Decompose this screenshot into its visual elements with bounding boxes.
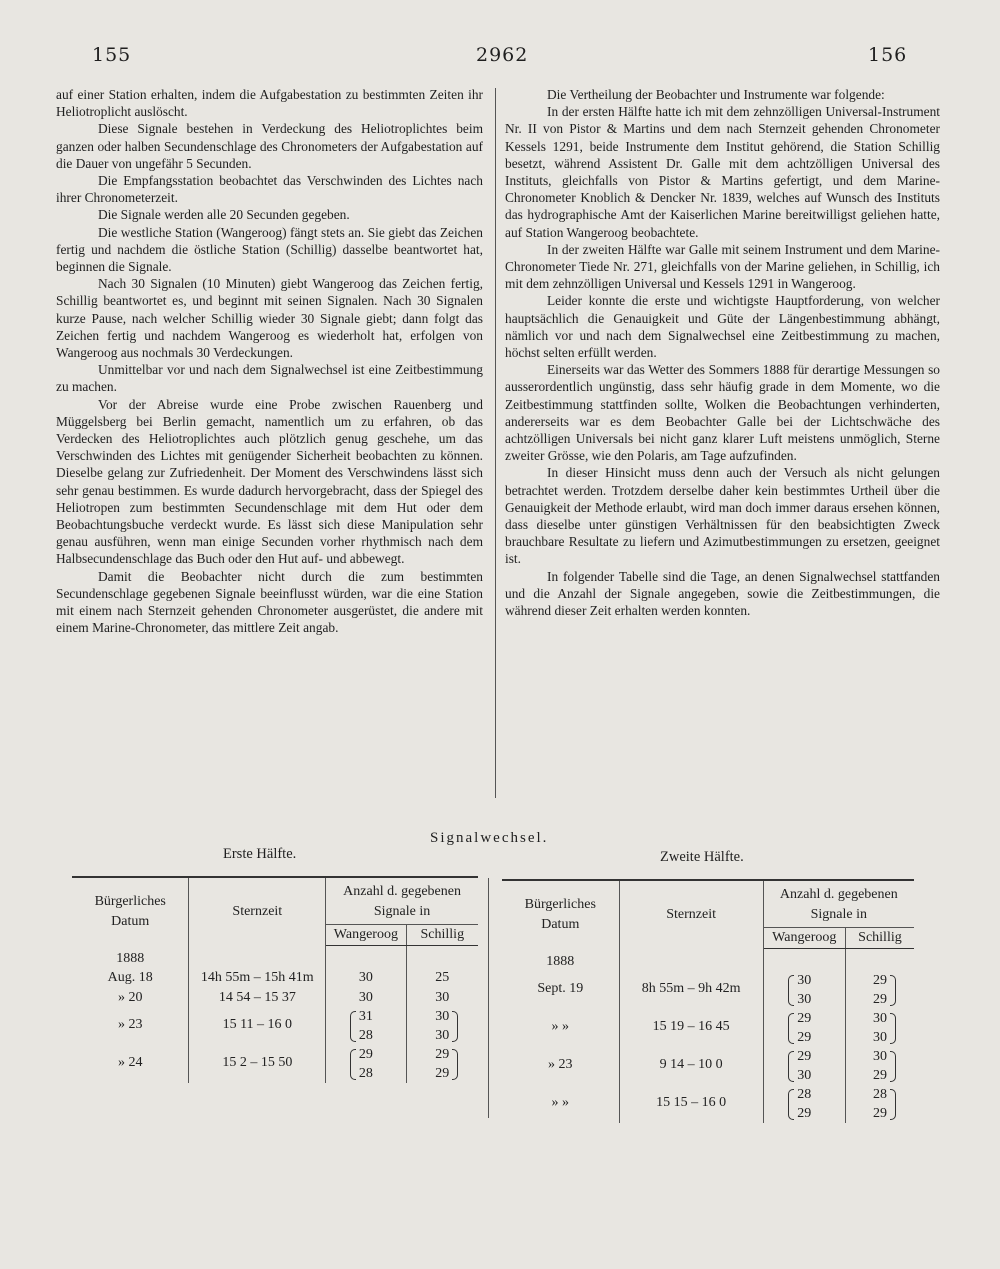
cell-wangeroog [326,1007,406,1045]
cell-datum: » 23 [502,1047,619,1085]
header-wangeroog: Wangeroog [763,928,845,949]
paragraph: Die Empfangsstation beobachtet das Verschwinden des Lichtes nach ihrer Chronometerzeit. [56,173,483,206]
wangeroog-values [797,1048,811,1085]
table-right-caption: Zweite Hälfte. [660,849,744,865]
table-row [502,1009,914,1047]
schillig-values [873,1010,887,1047]
cell-wangeroog [326,988,406,1008]
schillig-values [873,1086,887,1123]
cell-wangeroog [763,971,845,1009]
table-row [502,971,914,1009]
wangeroog-values [797,1086,811,1123]
signal-count: 28 [872,1087,887,1102]
paragraph: In der zweiten Hälfte war Galle mit seinem Instrument und dem Marine-Chronometer Tiede Nr. 271, gleichfalls von der Marine geliehen, in Schillig, ich mit dem zehnzölligen Universal und Kessels 1291 in Wangeroog. [505,241,940,292]
table-left-caption: Erste Hälfte. [223,846,297,862]
paragraph: In folgender Tabelle sind die Tage, an denen Signalwechsel stattfanden und die Anzahl der Signale angegeben, sowie die Zeitbestimmungen, die während dieser Zeit erhalten werden konnten. [505,568,940,619]
cell-sternzeit: 15 2 – 15 50 [189,1045,326,1083]
paragraph: In dieser Hinsicht muss denn auch der Versuch als nicht gelungen betrachtet werden. Trotzdem derselbe daher kein bestimmtes Urtheil über die Genauigkeit der Methode erlaubt, wird man doch immer daraus ersehen können, dass dieselbe unter günstigen Verhältnissen für den beabsichtigten Zweck brauchbare Resultate zu liefern und Azimutbestimmungen zu ersetzen, geeignet ist. [505,465,940,567]
table-title: Signalwechsel. [430,830,549,846]
wangeroog-values [359,989,373,1008]
empty-cell [763,949,845,972]
cell-sternzeit: 9 14 – 10 0 [619,1047,763,1085]
header-anzahl: Anzahl d. gegebenen Signale in [763,880,914,928]
schillig-values [435,989,449,1008]
table-row [72,968,478,988]
wangeroog-values [359,1008,373,1045]
paragraph: Leider konnte die erste und wichtigste Hauptforderung, von welcher hauptsächlich die Genauigkeit und Güte der Längenbestimmung abhängt, nämlich vor und nach dem Signalwechsel eine Zeitbestimmung zu machen, höchst selten erfüllt werden. [505,293,940,361]
signal-count: 29 [872,1105,887,1121]
paragraph: Die Signale werden alle 20 Secunden gegeben. [98,207,350,223]
cell-wangeroog [763,1085,845,1123]
signal-count: 29 [358,1047,373,1062]
signal-count: 30 [797,973,812,988]
signal-count: 30 [872,1029,887,1045]
cell-schillig [406,988,478,1008]
cell-sternzeit: 14h 55m – 15h 41m [189,968,326,988]
wangeroog-values [797,972,811,1009]
cell-schillig [406,1007,478,1045]
paragraph: Nach 30 Signalen (10 Minuten) giebt Wangeroog das Zeichen fertig, Schillig beantwortet es, und beginnt mit seinen Signalen. Nach 30 Signalen kurze Pause, nach welcher Schillig wieder 30 Signale giebt; dann folgt das Zeichen fertig und nachdem Wangeroog es wiederholt hat, erfolgen von Wangeroog aus nochmals 30 Verdeckungen. [56,276,483,361]
cell-datum: » » [502,1085,619,1123]
cell-schillig [406,968,478,988]
signal-count: 29 [872,991,887,1007]
right-text-column [505,86,940,619]
signal-count: 29 [435,1047,450,1062]
header-anzahl: Anzahl d. gegebenen Signale in [326,877,478,925]
paragraph: Diese Signale bestehen in Verdeckung des Heliotroplichtes beim ganzen oder halben Secundenschlage des Chronometers der Aufgabestation auf die Dauer von ungefähr 5 Secunden. [56,121,483,171]
schillig-values [435,1046,449,1083]
schillig-values [873,972,887,1009]
signal-count: 25 [435,970,450,985]
signal-count: 29 [797,1105,812,1121]
schillig-values [435,1008,449,1045]
cell-wangeroog [326,1045,406,1083]
signal-count: 29 [797,1011,812,1026]
header-datum: Bürgerliches Datum [502,880,619,949]
cell-schillig [845,971,914,1009]
signal-count: 29 [797,1029,812,1045]
cell-datum: » 24 [72,1045,189,1083]
table-row [72,1045,478,1083]
left-text-column [56,86,483,637]
signal-count: 30 [797,1067,812,1083]
cell-datum: » 23 [72,1007,189,1045]
page-number-right: 156 [868,44,908,66]
empty-cell [845,949,914,972]
cell-sternzeit: 15 15 – 16 0 [619,1085,763,1123]
empty-cell [326,946,406,969]
table-row [72,988,478,1008]
cell-wangeroog [326,968,406,988]
schillig-values [435,969,449,988]
empty-cell [406,946,478,969]
signal-count: 31 [358,1009,373,1024]
cell-sternzeit: 14 54 – 15 37 [189,988,326,1008]
signal-count: 28 [358,1065,373,1081]
signal-count: 29 [435,1065,450,1081]
cell-datum: Aug. 18 [72,968,189,988]
year-label: 1888 [502,949,619,972]
signal-count: 30 [358,989,373,1005]
header-sternzeit: Sternzeit [619,880,763,949]
signal-count: 30 [435,1027,450,1043]
header-schillig: Schillig [845,928,914,949]
empty-cell [619,949,763,972]
cell-datum: » » [502,1009,619,1047]
paragraph: Unmittelbar vor und nach dem Signalwechsel ist eine Zeitbestimmung zu machen. [56,362,483,395]
wangeroog-values [797,1010,811,1047]
signal-count: 28 [797,1087,812,1102]
cell-schillig [845,1009,914,1047]
wangeroog-values [359,1046,373,1083]
signal-table-second-half [502,879,914,1123]
signal-count: 30 [435,1009,450,1024]
signal-count: 29 [797,1049,812,1064]
cell-wangeroog [763,1009,845,1047]
empty-cell [189,946,326,969]
schillig-values [873,1048,887,1085]
cell-sternzeit: 15 19 – 16 45 [619,1009,763,1047]
year-label: 1888 [72,946,189,969]
header-sternzeit: Sternzeit [189,877,326,946]
paragraph: auf einer Station erhalten, indem die Aufgabestation zu bestimmten Zeiten ihr Heliotroplicht auslöscht. [56,87,483,120]
cell-schillig [845,1085,914,1123]
column-divider [495,88,496,798]
paragraph: Damit die Beobachter nicht durch die zum bestimmten Secundenschlage gegebenen Signale beeinflusst würden, war die eine Station mit einem nach Sternzeit gehenden Chronometer ausgerüstet, die andere mit einem Marine-Chronometer, das mittlere Zeit angab. [56,568,483,636]
paragraph: Die westliche Station (Wangeroog) fängt stets an. Sie giebt das Zeichen fertig und nachdem die östliche Station (Schillig) dasselbe beantwortet hat, beginnen die Signale. [56,224,483,275]
paragraph: In der ersten Hälfte hatte ich mit dem zehnzölligen Universal-Instrument Nr. II von Pistor & Martins und dem nach Sternzeit gehenden Chronometer Kessels 1291, beide Instrumente dem Institut gehörend, die Station Schillig besetzt, während Assistent Dr. Galle mit dem achtzölligen Universal des Instituts, gleichfalls von Pistor & Martins gefertigt, und dem Marine-Chronometer Knoblich & Dencker Nr. 1839, welches auf Wunsch des Instituts das hydrographische Amt der Kaiserlichen Marine bereitwilligst geliehen hatte, auf Station Wangeroog beobachtete. [505,104,940,240]
table-row [502,1047,914,1085]
header-wangeroog: Wangeroog [326,925,406,946]
signal-count: 30 [358,970,373,985]
wangeroog-values [359,969,373,988]
cell-sternzeit: 15 11 – 16 0 [189,1007,326,1045]
table-row [72,1007,478,1045]
paragraph: Vor der Abreise wurde eine Probe zwischen Rauenberg und Müggelsberg bei Berlin gemacht, namentlich um zu erfahren, ob das Verdecken des Heliotroplichtes auch plötzlich genug geschehe, um das Verschwinden des Lichtes mit genügender Sicherheit beobachten zu können. Dieselbe gelang zur Zufriedenheit. Der Moment des Verschwindens lässt sich sehr genau bestimmen. Es wurde dadurch hervorgebracht, dass der Spiegel des Heliotropen zum bestimmten Secundenschlage mit dem Hut oder dem Beobachtungsbuche verdeckt wurde. Es lässt sich diese Manipulation sehr genau ausführen, wenn man einige Secunden vorher rhythmisch nach dem Halbsecundenschlage das Buch oder den Hut auf- und abbewegt. [56,396,483,567]
paragraph: Einerseits war das Wetter des Sommers 1888 für derartige Messungen so ausserordentlich ungünstig, dass sehr häufig grade in dem Momente, wo die Zeitbestimmung stattfinden sollte, Wolken die Beobachtungen verhinderten, andererseits war es dem Beobachter Galle bei der Lichtschwäche des achtzölligen Universals bei nicht ganz klarer Luft meistens unmöglich, Sterne zweiter Grösse, wie den Polaris, am Tage aufzufinden. [505,362,940,464]
cell-datum: Sept. 19 [502,971,619,1009]
cell-schillig [845,1047,914,1085]
signal-count: 30 [435,989,450,1005]
signal-table-first-half [72,876,478,1083]
page-center-number: 2962 [476,44,529,66]
signal-count: 29 [872,973,887,988]
cell-datum: » 20 [72,988,189,1008]
cell-schillig [406,1045,478,1083]
table-row [502,1085,914,1123]
signal-count: 30 [797,991,812,1007]
header-datum: Bürgerliches Datum [72,877,189,946]
cell-wangeroog [763,1047,845,1085]
table-divider [488,878,489,1118]
page-number-left: 155 [92,44,132,66]
cell-sternzeit: 8h 55m – 9h 42m [619,971,763,1009]
header-schillig: Schillig [406,925,478,946]
signal-count: 28 [358,1027,373,1043]
paragraph: Die Vertheilung der Beobachter und Instrumente war folgende: [547,87,885,102]
signal-count: 30 [872,1011,887,1026]
signal-count: 30 [872,1049,887,1064]
signal-count: 29 [872,1067,887,1083]
